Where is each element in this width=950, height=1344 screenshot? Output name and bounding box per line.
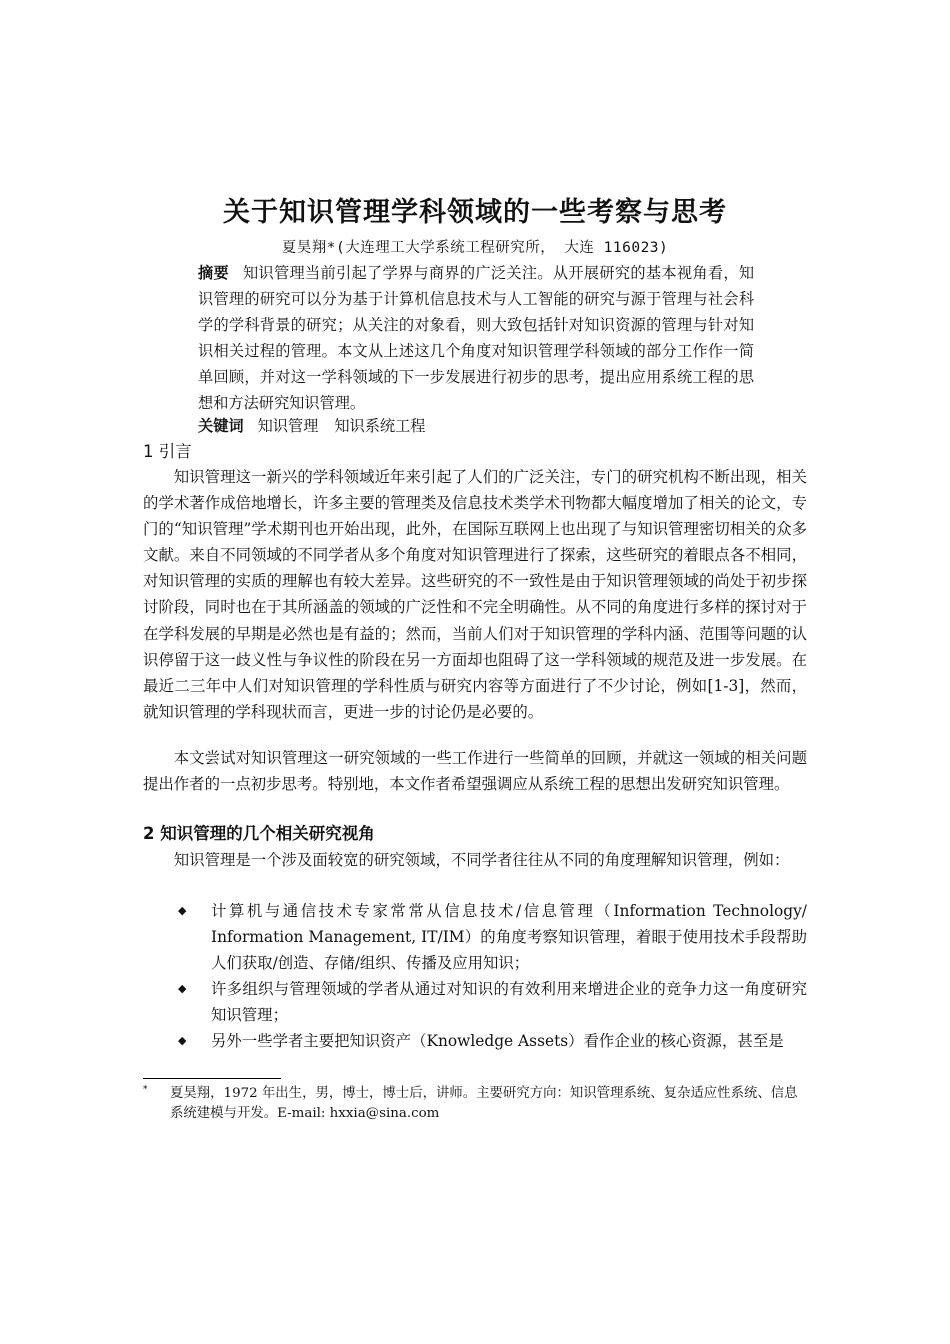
perspective-list bbox=[143, 898, 807, 1055]
list-item bbox=[143, 898, 807, 976]
list-item-text: 另外一些学者主要把知识资产（Knowledge Assets）看作企业的核心资源，甚至是 bbox=[211, 1032, 784, 1051]
author-line: 夏昊翔*(大连理工大学系统工程研究所， 大连 116023) bbox=[281, 240, 669, 256]
section1-paragraph-2: 本文尝试对知识管理这一研究领域的一些工作进行一些简单的回顾，并就这一领域的相关问题提出作者的一点初步思考。特别地，本文作者希望强调应从系统工程的思想出发研究知识管理。 bbox=[143, 749, 807, 794]
abstract-label: 摘要 bbox=[198, 264, 229, 282]
diamond-bullet-icon: ◆ bbox=[178, 982, 187, 996]
section-heading-1: 1 引言 bbox=[143, 442, 192, 461]
footnote-text: 夏昊翔，1972 年出生，男，博士，博士后，讲师。主要研究方向：知识管理系统、复杂适应性系统、信息系统建模与开发。E-mail: hxxia@sina.com bbox=[170, 1086, 798, 1121]
list-item-text: 计算机与通信技术专家常常从信息技术/信息管理（Information Technology/ Information Management, IT/IM）的角度考察知识管理，着眼于使用技术手段帮助人们获取/创造、存储/组织、传播及应用知识； bbox=[211, 902, 807, 973]
diamond-bullet-icon: ◆ bbox=[178, 904, 187, 917]
abstract bbox=[198, 260, 754, 416]
section2-paragraph-1: 知识管理是一个涉及面较宽的研究领域，不同学者往往从不同的角度理解知识管理，例如： bbox=[173, 851, 790, 869]
footnote-divider bbox=[143, 1078, 281, 1079]
list-item bbox=[143, 976, 807, 1028]
section1-paragraph-1: 知识管理这一新兴的学科领域近年来引起了人们的广泛关注，专门的研究机构不断出现，相关的学术著作成倍地增长，许多主要的管理类及信息技术类学术刊物都大幅度增加了相关的论文，专门的“知识管理”学术期刊也开始出现，此外，在国际互联网上也出现了与知识管理密切相关的众多文献。来自不同领域的不同学者从多个角度对知识管理进行了探索，这些研究的着眼点各不相同，对知识管理的实质的理解也有较大差异。这些研究的不一致性是由于知识管理领域的尚处于初步探讨阶段，同时也在于其所涵盖的领域的广泛性和不完全明确性。从不同的角度进行多样的探讨对于在学科发展的早期是必然也是有益的；然而，当前人们对于知识管理的学科内涵、范围等问题的认识停留于这一歧义性与争议性的阶段在另一方面却也阻碍了这一学科领域的规范及进一步发展。在最近二三年中人们对知识管理的学科性质与研究内容等方面进行了不少讨论，例如[1-3]，然而，就知识管理的学科现状而言，更进一步的讨论仍是必要的。 bbox=[143, 468, 807, 721]
keywords-label: 关键词 bbox=[198, 417, 244, 435]
footnote-mark: * bbox=[143, 1085, 148, 1095]
abstract-text: 知识管理当前引起了学界与商界的广泛关注。从开展研究的基本视角看，知识管理的研究可以分为基于计算机信息技术与人工智能的研究与源于管理与社会科学的学科背景的研究；从关注的对象看，则大致包括针对知识资源的管理与针对知识相关过程的管理。本文从上述这几个角度对知识管理学科领域的部分工作作一简单回顾，并对这一学科领域的下一步发展进行初步的思考，提出应用系统工程的思想和方法研究知识管理。 bbox=[198, 264, 755, 412]
footnote bbox=[143, 1084, 807, 1124]
diamond-bullet-icon: ◆ bbox=[178, 1034, 187, 1048]
paper-title: 关于知识管理学科领域的一些考察与思考 bbox=[223, 197, 727, 228]
list-item bbox=[143, 1028, 807, 1054]
keyword-item: 知识管理 bbox=[257, 417, 319, 435]
section-heading-2: 2 知识管理的几个相关研究视角 bbox=[143, 824, 375, 843]
keywords bbox=[198, 413, 754, 439]
list-item-text: 许多组织与管理领域的学者从通过对知识的有效利用来增进企业的竞争力这一角度研究知识管理； bbox=[211, 980, 807, 1025]
keyword-item: 知识系统工程 bbox=[334, 417, 426, 435]
